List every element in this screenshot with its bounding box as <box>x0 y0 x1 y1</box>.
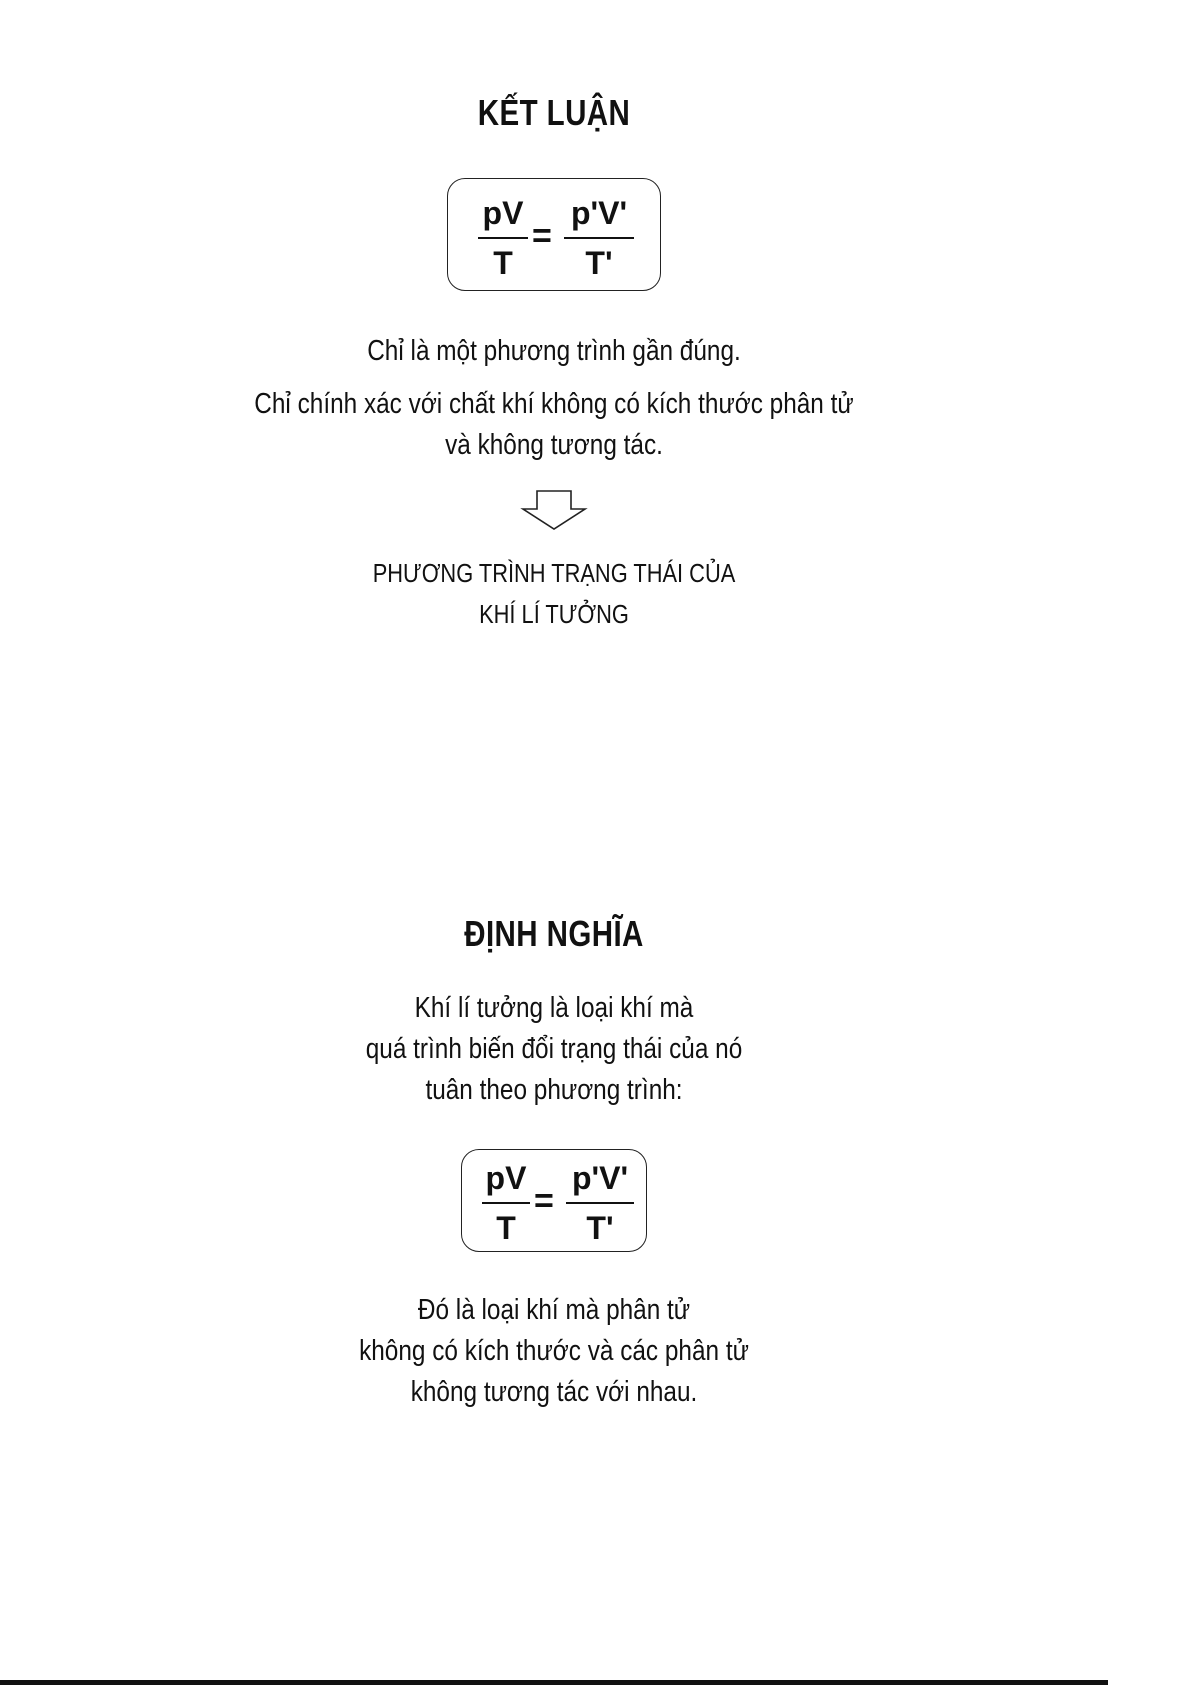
definition-formula-right-numerator: p'V' <box>571 1160 629 1196</box>
definition-after-2: không có kích thước và các phân tử <box>359 1335 749 1367</box>
fraction-bar <box>482 1202 530 1204</box>
definition-formula-right-denominator: T' <box>586 1210 614 1246</box>
fraction-bar <box>566 1202 634 1204</box>
page-bottom-border <box>0 1680 1108 1685</box>
definition-formula-left-numerator: pV <box>485 1160 527 1196</box>
definition-heading: ĐỊNH NGHĨA <box>464 913 644 954</box>
conclusion-formula-equals: = <box>532 217 552 255</box>
conclusion-line-2a: Chỉ chính xác với chất khí không có kích thước phân tử <box>254 388 854 420</box>
definition-formula-left-denominator: T <box>496 1210 516 1246</box>
definition-formula-left-fraction <box>482 1160 530 1246</box>
definition-after-3: không tương tác với nhau. <box>410 1376 698 1408</box>
conclusion-formula-left-fraction <box>478 195 528 281</box>
result-line-1: PHƯƠNG TRÌNH TRẠNG THÁI CỦA <box>372 558 736 588</box>
definition-line-1: Khí lí tưởng là loại khí mà <box>414 992 694 1024</box>
conclusion-formula-right-fraction <box>564 195 634 281</box>
conclusion-formula-left-numerator: pV <box>482 195 524 231</box>
conclusion-formula-box <box>447 178 661 291</box>
conclusion-line-2b: và không tương tác. <box>445 429 663 461</box>
definition-formula-box <box>461 1149 647 1252</box>
definition-after-1: Đó là loại khí mà phân tử <box>417 1294 691 1326</box>
definition-formula-equals: = <box>534 1182 554 1220</box>
conclusion-heading: KẾT LUẬN <box>477 92 631 133</box>
result-line-2: KHÍ LÍ TƯỞNG <box>479 599 629 629</box>
conclusion-formula-right-denominator: T' <box>585 245 613 281</box>
conclusion-line-1: Chỉ là một phương trình gần đúng. <box>367 335 741 367</box>
definition-line-2: quá trình biến đổi trạng thái của nó <box>365 1033 743 1065</box>
conclusion-formula-right-numerator: p'V' <box>570 195 628 231</box>
definition-line-3: tuân theo phương trình: <box>425 1074 683 1106</box>
conclusion-formula-left-denominator: T <box>493 245 513 281</box>
fraction-bar <box>564 237 634 239</box>
definition-formula-right-fraction <box>566 1160 634 1246</box>
down-arrow-icon <box>519 489 589 531</box>
fraction-bar <box>478 237 528 239</box>
